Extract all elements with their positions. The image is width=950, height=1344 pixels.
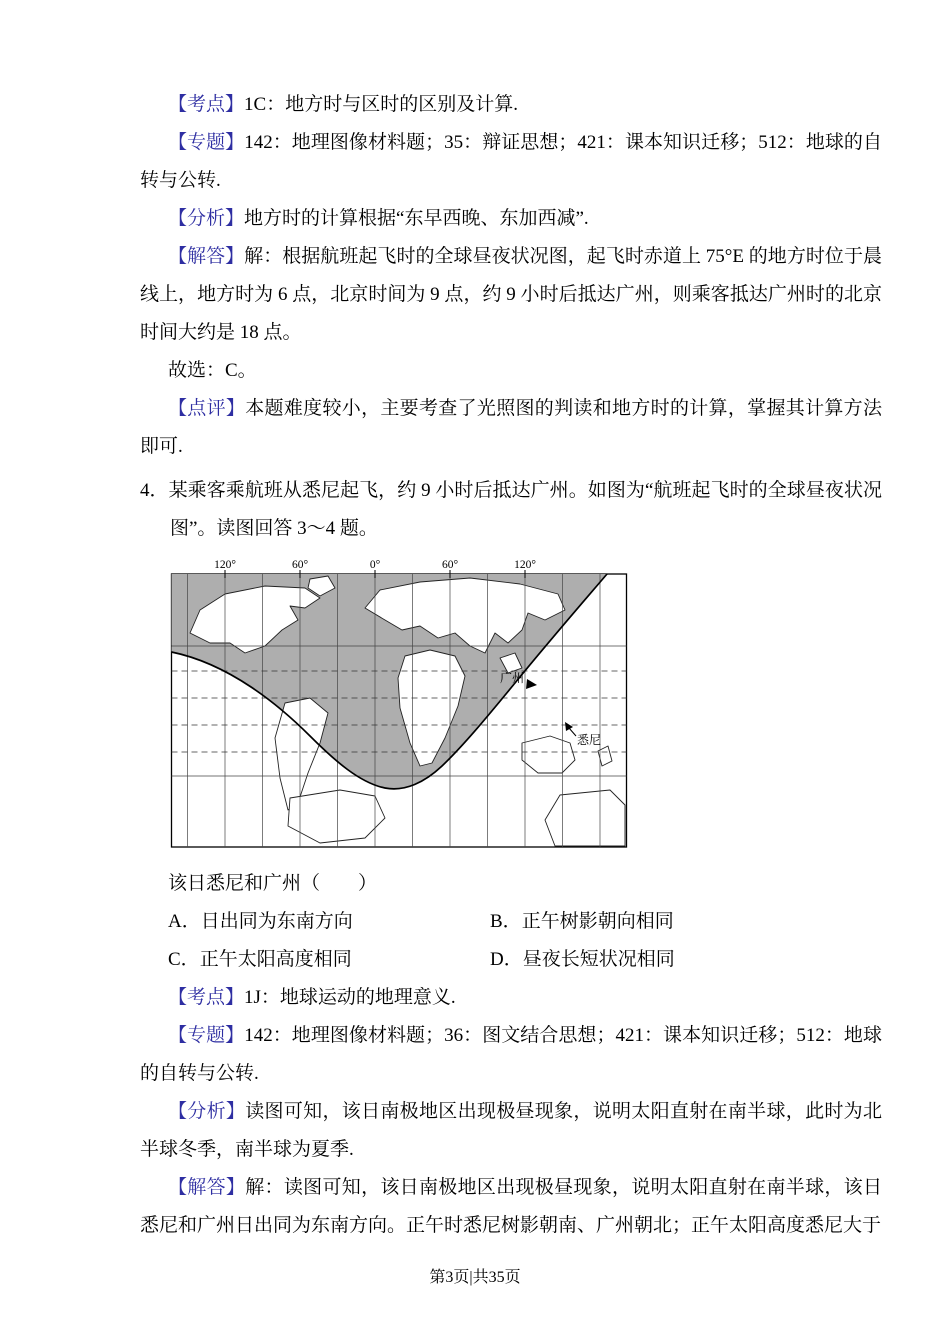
page-footer: 第3页|共35页 <box>429 1269 521 1286</box>
dianping-tag: 【点评】 <box>168 398 246 419</box>
question-stem: 该日悉尼和广州（ ） <box>168 873 378 894</box>
kaodian-tag: 【考点】 <box>168 94 245 115</box>
jieda-paragraph-2 <box>140 1169 882 1245</box>
fenxi-text: 地方时的计算根据“东早西晚、东加西减”. <box>244 208 589 229</box>
kaodian-text-2: 1J：地球运动的地理意义. <box>244 987 456 1008</box>
meridian-label-120e: 120° <box>514 559 536 571</box>
jieda-text-2: 解：读图可知，该日南极地区出现极昼现象，说明太阳直射在南半球，该日悉尼和广州日出同为东南方向。正午时悉尼树影朝南、广州朝北；正午太阳高度悉尼大于 <box>140 1177 882 1236</box>
dianping-text: 本题难度较小，主要考查了光照图的判读和地方时的计算，掌握其计算方法即可. <box>140 398 882 457</box>
question-text: 某乘客乘航班从悉尼起飞，约 9 小时后抵达广州。如图为“航班起飞时的全球昼夜状况图”。读图回答 3～4 题。 <box>168 480 882 539</box>
dianping-paragraph <box>140 390 882 466</box>
option-a-text: 日出同为东南方向 <box>200 911 353 932</box>
sydney-label: 悉尼 <box>577 733 602 747</box>
figure-day-night-map <box>170 558 628 859</box>
fenxi-tag-2: 【分析】 <box>168 1101 246 1122</box>
option-c <box>168 941 490 979</box>
meridian-label-120w: 120° <box>214 559 236 571</box>
option-b <box>490 903 674 941</box>
day-night-map-svg <box>170 558 628 853</box>
option-c-label: C． <box>168 949 200 970</box>
meridian-labels <box>214 559 536 571</box>
question-number: 4． <box>140 480 169 501</box>
option-a <box>168 903 490 941</box>
option-b-text: 正午树影朝向相同 <box>521 911 674 932</box>
kaodian-tag-2: 【考点】 <box>168 987 245 1008</box>
kaodian-text: 1C：地方时与区时的区别及计算. <box>244 94 518 115</box>
meridian-label-60w: 60° <box>291 559 309 571</box>
guxuan-text: 故选：C。 <box>168 360 257 381</box>
zhuanti-text: 142：地理图像材料题；35：辩证思想；421：课本知识迁移；512：地球的自转与公转. <box>140 132 882 191</box>
zhuanti-tag-2: 【专题】 <box>168 1025 245 1046</box>
zhuanti-text-2: 142：地理图像材料题；36：图文结合思想；421：课本知识迁移；512：地球的自转与公转. <box>140 1025 882 1084</box>
jieda-paragraph <box>140 238 882 352</box>
option-a-label: A． <box>168 911 201 932</box>
jieda-tag: 【解答】 <box>168 246 245 267</box>
fenxi-paragraph-2 <box>140 1093 882 1169</box>
kaodian-paragraph <box>140 86 882 124</box>
answer-block-2 <box>140 979 882 1245</box>
options-row-1 <box>168 903 882 941</box>
fenxi-text-2: 读图可知，该日南极地区出现极昼现象，说明太阳直射在南半球，此时为北半球冬季，南半球为夏季. <box>140 1101 882 1160</box>
answer-block-1 <box>140 86 882 466</box>
zhuanti-paragraph <box>140 124 882 200</box>
meridian-label-60e: 60° <box>441 559 459 571</box>
guangzhou-label: 广州 <box>500 671 525 685</box>
option-b-label: B． <box>490 911 522 932</box>
options-block <box>140 903 882 979</box>
guxuan-paragraph <box>140 352 882 390</box>
question-4 <box>140 472 882 548</box>
option-d-label: D． <box>490 949 523 970</box>
jieda-text: 解：根据航班起飞时的全球昼夜状况图，起飞时赤道上 75°E 的地方时位于晨线上，地方时为 6 点，北京时间为 9 点，约 9 小时后抵达广州，则乘客抵达广州时的北京时间大约是 18 点。 <box>140 246 882 343</box>
fenxi-paragraph <box>140 200 882 238</box>
options-row-2 <box>168 941 882 979</box>
meridian-label-0: 0° <box>369 559 381 571</box>
option-c-text: 正午太阳高度相同 <box>199 949 352 970</box>
jieda-tag-2: 【解答】 <box>168 1177 246 1198</box>
option-d <box>490 941 675 979</box>
zhuanti-tag: 【专题】 <box>168 132 245 153</box>
zhuanti-paragraph-2 <box>140 1017 882 1093</box>
kaodian-paragraph-2 <box>140 979 882 1017</box>
fenxi-tag: 【分析】 <box>168 208 245 229</box>
document-page <box>140 86 882 1245</box>
option-d-text: 昼夜长短状况相同 <box>522 949 675 970</box>
